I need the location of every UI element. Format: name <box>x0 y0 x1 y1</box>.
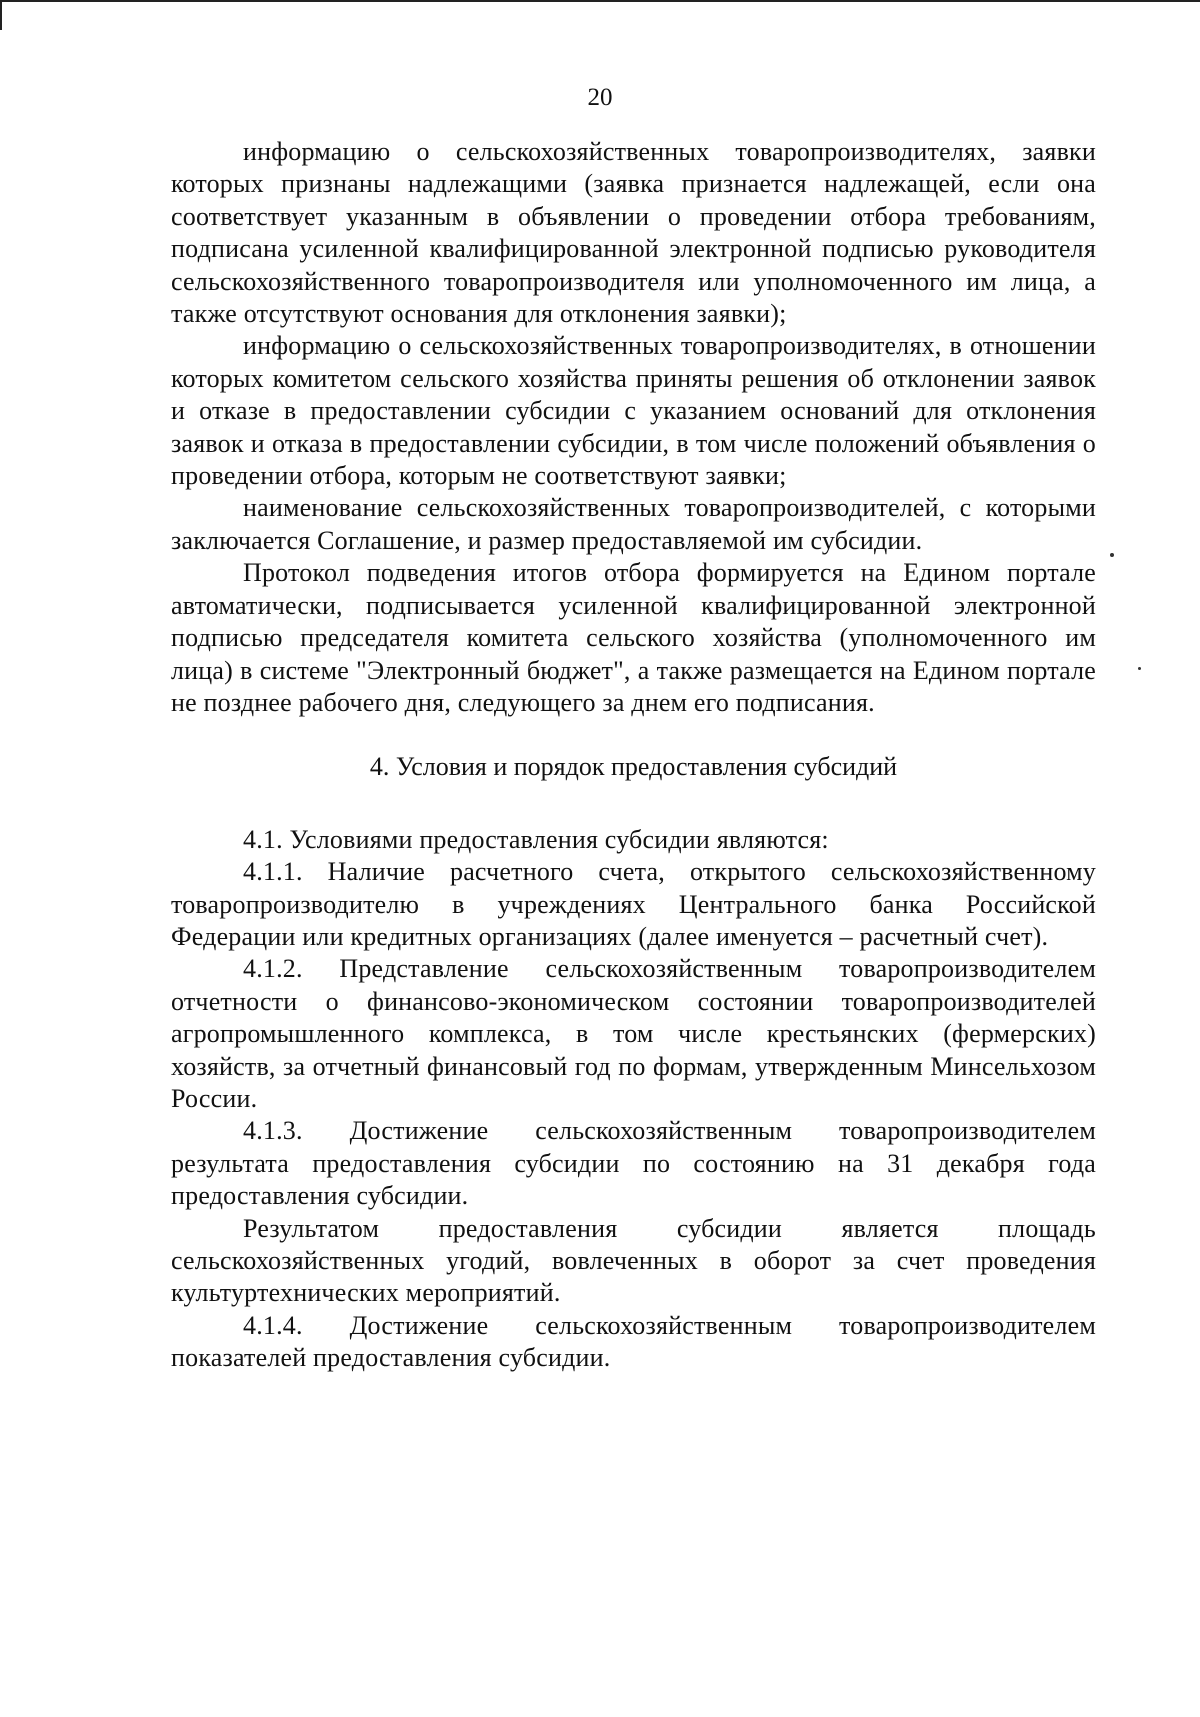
paragraph: 4.1.4. Достижение сельскохозяйственным товаропроизводителем показателей предоставления субсидии. <box>171 1310 1096 1373</box>
document-body <box>171 136 1096 1375</box>
paragraph: 4.1.2. Представление сельскохозяйственным товаропроизводителем отчетности о финансово-экономическом состоянии товаропроизводителей агропромышленного комплекса, в том числе крестьянских (фермерских) хозяйств, за отчетный финансовый год по формам, утвержденным Минсельхозом России. <box>171 954 1096 1113</box>
scan-edge-left <box>0 0 2 30</box>
paragraph: информацию о сельскохозяйственных товаропроизводителях, в отношении которых комитетом сельского хозяйства приняты решения об отклонении заявок и отказе в предоставлении субсидии с указанием оснований для отклонения заявок и отказа в предоставлении субсидии, в том числе положений объявления о проведении отбора, которым не соответствуют заявки; <box>171 331 1096 491</box>
scan-speck <box>1138 667 1141 670</box>
scan-edge-top <box>0 0 1200 2</box>
paragraph: 4.1.3. Достижение сельскохозяйственным товаропроизводителем результата предоставления субсидии по состоянию на 31 декабря года предоставления субсидии. <box>171 1116 1096 1211</box>
paragraph: наименование сельскохозяйственных товаропроизводителей, с которыми заключается Соглашение, и размер предоставляемой им субсидии. <box>171 493 1096 555</box>
section-heading: 4. Условия и порядок предоставления субсидий <box>369 752 898 782</box>
paragraph: Протокол подведения итогов отбора формируется на Едином портале автоматически, подписывается усиленной квалифицированной электронной подписью председателя комитета сельского хозяйства (уполномоченного им лица) в системе "Электронный бюджет", а также размещается на Едином портале не позднее рабочего дня, следующего за днем его подписания. <box>171 558 1096 717</box>
paragraph: 4.1. Условиями предоставления субсидии являются: <box>243 824 829 854</box>
paragraph: 4.1.1. Наличие расчетного счета, открытого сельскохозяйственному товаропроизводителю в учреждениях Центрального банка Российской Федерации или кредитных организациях (далее именуется – расчетный счет). <box>171 857 1096 951</box>
paragraph: информацию о сельскохозяйственных товаропроизводителях, заявки которых признаны надлежащими (заявка признается надлежащей, если она соответствует указанным в объявлении о проведении отбора требованиям, подписана усиленной квалифицированной электронной подписью руководителя сельскохозяйственного товаропроизводителя или уполномоченного им лица, а также отсутствуют основания для отклонения заявки); <box>171 137 1096 329</box>
paragraph: Результатом предоставления субсидии является площадь сельскохозяйственных угодий, вовлеченных в оборот за счет проведения культуртехнических мероприятий. <box>171 1213 1096 1308</box>
page-number: 20 <box>587 84 613 111</box>
scan-speck <box>1110 553 1114 557</box>
